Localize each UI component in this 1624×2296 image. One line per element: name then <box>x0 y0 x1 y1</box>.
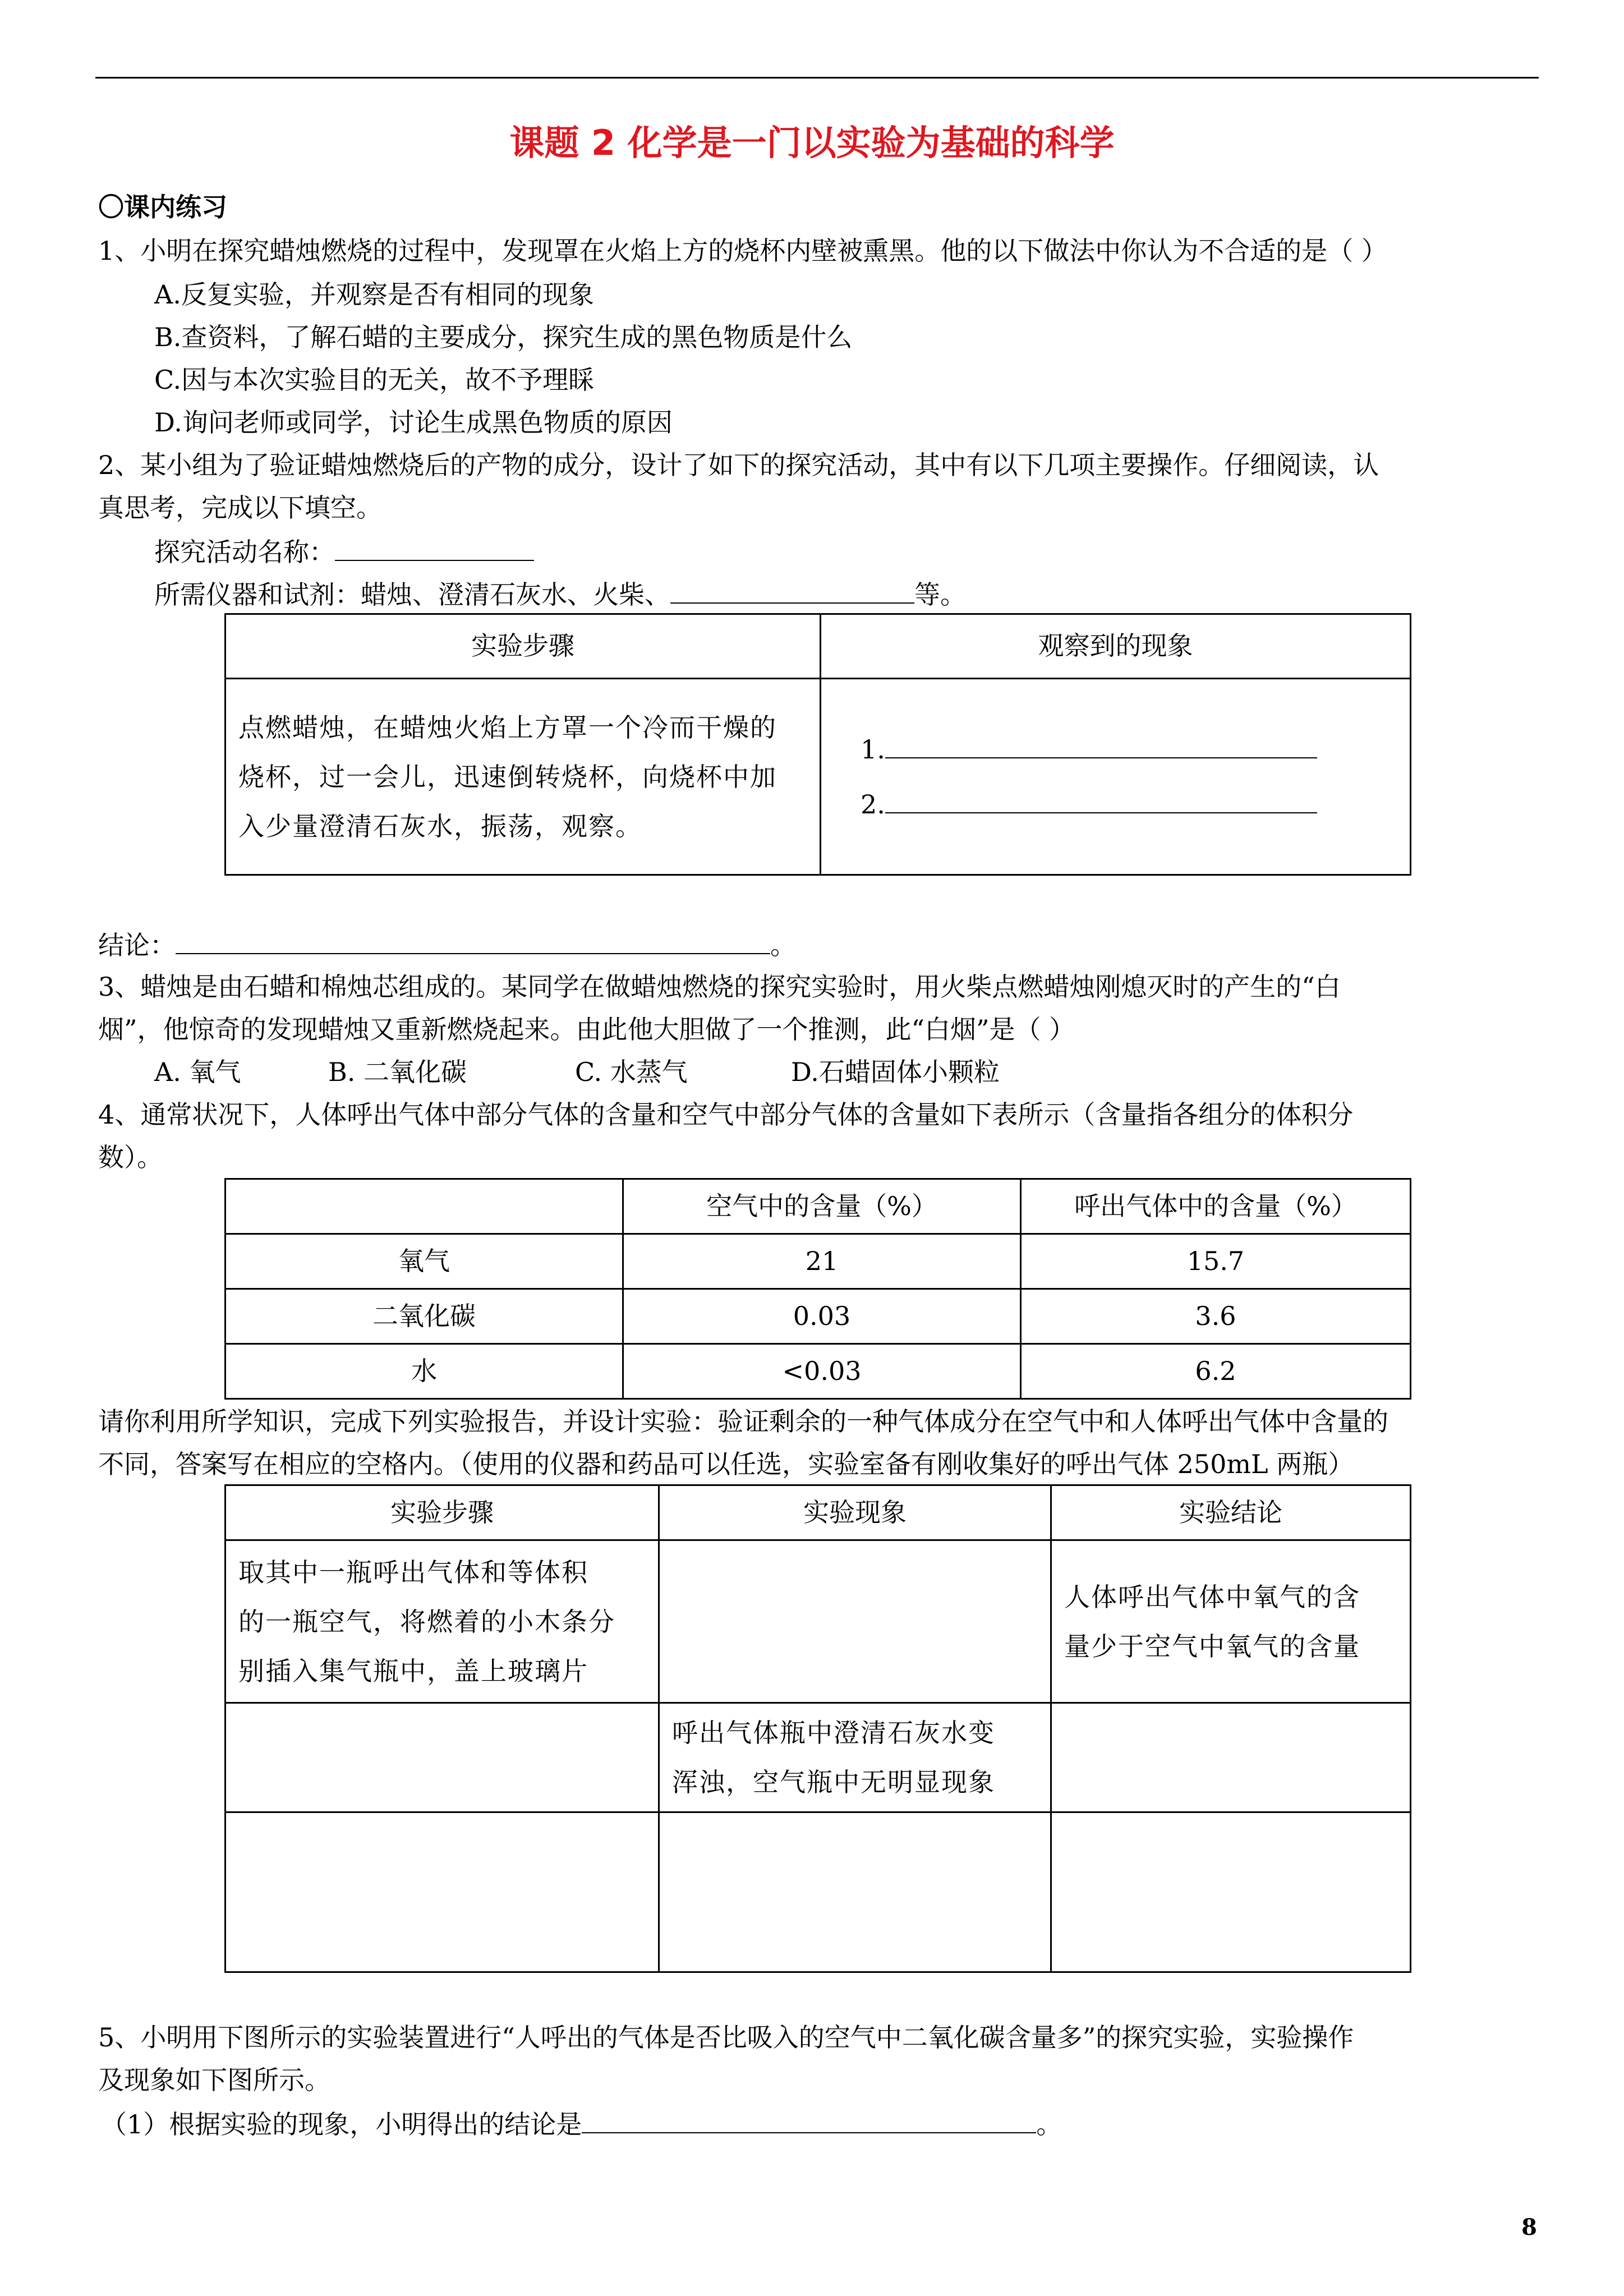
report-row3-phenomenon-blank[interactable] <box>659 1812 1051 1972</box>
exhaled-content: 15.7 <box>1021 1234 1411 1289</box>
q3-stem-line1: 3、蜡烛是由石蜡和棉烛芯组成的。某同学在做蜡烛燃烧的探究实验时，用火柴点燃蜡烛刚熄灭时的产生的“白 <box>98 972 1341 1002</box>
q2-step-line: 烧杯，过一会儿，迅速倒转烧杯，向烧杯中加 <box>238 761 777 792</box>
page-title: 课题 2 化学是一门以实验为基础的科学 <box>509 122 1115 163</box>
q2-observation-blank-1[interactable] <box>885 731 1317 758</box>
q4-instruction-line1: 请你利用所学知识，完成下列实验报告，并设计实验：验证剩余的一种气体成分在空气中和人体呼出气体中含量的 <box>98 1406 1388 1437</box>
report-header-phenomenon: 实验现象 <box>659 1485 1051 1540</box>
report-row2-step-blank[interactable] <box>226 1703 659 1812</box>
q2-observation-cell <box>821 679 1411 875</box>
q1-option-a: A.反复实验，并观察是否有相同的现象 <box>154 279 594 310</box>
q2-stem-line1: 2、某小组为了验证蜡烛燃烧后的产物的成分，设计了如下的探究活动，其中有以下几项主要操作。仔细阅读，认 <box>98 450 1379 480</box>
gas-table-header <box>226 1179 623 1234</box>
report-row1-conclusion: 人体呼出气体中氧气的含 量少于空气中氧气的含量 <box>1051 1540 1411 1703</box>
q1-option-b: B.查资料，了解石蜡的主要成分，探究生成的黑色物质是什么 <box>154 322 853 352</box>
table-row <box>226 1540 1411 1703</box>
header-rule <box>95 77 1539 79</box>
report-row1-step: 取其中一瓶呼出气体和等体积 的一瓶空气，将燃着的小木条分 别插入集气瓶中，盖上玻璃片 <box>226 1540 659 1703</box>
gas-name: 二氧化碳 <box>226 1289 623 1344</box>
q3-option-d: D.石蜡固体小颗粒 <box>791 1057 1000 1087</box>
section-label: 〇课内练习 <box>98 192 227 222</box>
report-row3-conclusion-blank[interactable] <box>1051 1812 1411 1972</box>
report-row1-phenomenon-blank[interactable] <box>659 1540 1051 1703</box>
q2-reagents-blank[interactable] <box>670 577 914 604</box>
q4-stem-line2: 数）。 <box>98 1142 163 1172</box>
q2-reagents-line <box>154 577 966 612</box>
table-row <box>226 1344 1411 1399</box>
q1-option-c: C.因与本次实验目的无关，故不予理睬 <box>154 365 595 395</box>
report-row2-conclusion-blank[interactable] <box>1051 1703 1411 1812</box>
q4-stem-line1: 4、通常状况下，人体呼出气体中部分气体的含量和空气中部分气体的含量如下表所示（含量指各组分的体积分 <box>98 1099 1354 1130</box>
gas-name: 氧气 <box>226 1234 623 1289</box>
q2-conclusion-label: 结论： <box>98 930 176 960</box>
table-row <box>226 1812 1411 1972</box>
q1-option-d: D.询问老师或同学，讨论生成黑色物质的原因 <box>154 407 673 438</box>
q5-sub1-blank[interactable] <box>582 2106 1036 2133</box>
q2-step-line: 入少量澄清石灰水，振荡，观察。 <box>238 811 642 841</box>
q2-conclusion-blank[interactable] <box>176 927 770 954</box>
report-header-steps: 实验步骤 <box>226 1485 659 1540</box>
exhaled-content: 6.2 <box>1021 1344 1411 1399</box>
q2-observation-blank-2[interactable] <box>885 786 1317 813</box>
q5-stem-line2: 及现象如下图所示。 <box>98 2065 330 2095</box>
q2-reagents-suffix: 等。 <box>914 579 966 610</box>
table-row <box>226 1703 1411 1812</box>
q3-option-a: A. 氧气 <box>154 1057 241 1087</box>
q4-report-table <box>224 1484 1411 1973</box>
page-number: 8 <box>1521 2214 1537 2240</box>
q2-activity-label: 探究活动名称： <box>154 537 335 567</box>
air-content: 21 <box>623 1234 1021 1289</box>
q2-experiment-table <box>224 613 1411 876</box>
q2-observation-1: 1. <box>861 731 1410 767</box>
q4-gas-table <box>224 1178 1411 1400</box>
q4-instruction-line2: 不同，答案写在相应的空格内。（使用的仪器和药品可以任选，实验室备有刚收集好的呼出气体 250mL 两瓶） <box>98 1449 1354 1479</box>
q5-sub1-label: （1）根据实验的现象，小明得出的结论是 <box>101 2109 582 2139</box>
q2-step-cell <box>226 679 821 875</box>
q2-conclusion-line: 结论： 。 <box>98 927 796 963</box>
q2-activity-blank[interactable] <box>335 534 534 561</box>
exhaled-content: 3.6 <box>1021 1289 1411 1344</box>
q2-step-line: 点燃蜡烛，在蜡烛火焰上方罩一个冷而干燥的 <box>238 712 777 743</box>
q3-stem-line2: 烟”，他惊奇的发现蜡烛又重新燃烧起来。由此他大胆做了一个推测，此“白烟”是（ ） <box>98 1014 1075 1045</box>
q5-stem-line1: 5、小明用下图所示的实验装置进行“人呼出的气体是否比吸入的空气中二氧化碳含量多”的探究实验，实验操作 <box>98 2022 1354 2053</box>
gas-table-header: 空气中的含量（%） <box>623 1179 1021 1234</box>
q3-option-b: B. 二氧化碳 <box>328 1057 467 1087</box>
report-header-conclusion: 实验结论 <box>1051 1485 1411 1540</box>
q2-header-steps: 实验步骤 <box>226 614 821 679</box>
q2-stem-line2: 真思考，完成以下填空。 <box>98 493 382 523</box>
report-row3-step-blank[interactable] <box>226 1812 659 1972</box>
gas-name: 水 <box>226 1344 623 1399</box>
q5-sub1-line: （1）根据实验的现象，小明得出的结论是 。 <box>101 2106 1062 2142</box>
air-content: 0.03 <box>623 1289 1021 1344</box>
gas-table-header: 呼出气体中的含量（%） <box>1021 1179 1411 1234</box>
q1-stem: 1、小明在探究蜡烛燃烧的过程中，发现罩在火焰上方的烧杯内壁被熏黑。他的以下做法中你认为不合适的是（ ） <box>98 236 1387 266</box>
air-content: <0.03 <box>623 1344 1021 1399</box>
report-row2-phenomenon: 呼出气体瓶中澄清石灰水变 浑浊，空气瓶中无明显现象 <box>659 1703 1051 1812</box>
q2-activity-line <box>154 534 534 569</box>
q2-observation-2: 2. <box>861 786 1410 822</box>
q2-header-observations: 观察到的现象 <box>821 614 1411 679</box>
table-row <box>226 1289 1411 1344</box>
table-row <box>226 1234 1411 1289</box>
q2-reagents-label: 所需仪器和试剂：蜡烛、澄清石灰水、火柴、 <box>154 579 670 610</box>
q3-option-c: C. 水蒸气 <box>575 1057 688 1087</box>
